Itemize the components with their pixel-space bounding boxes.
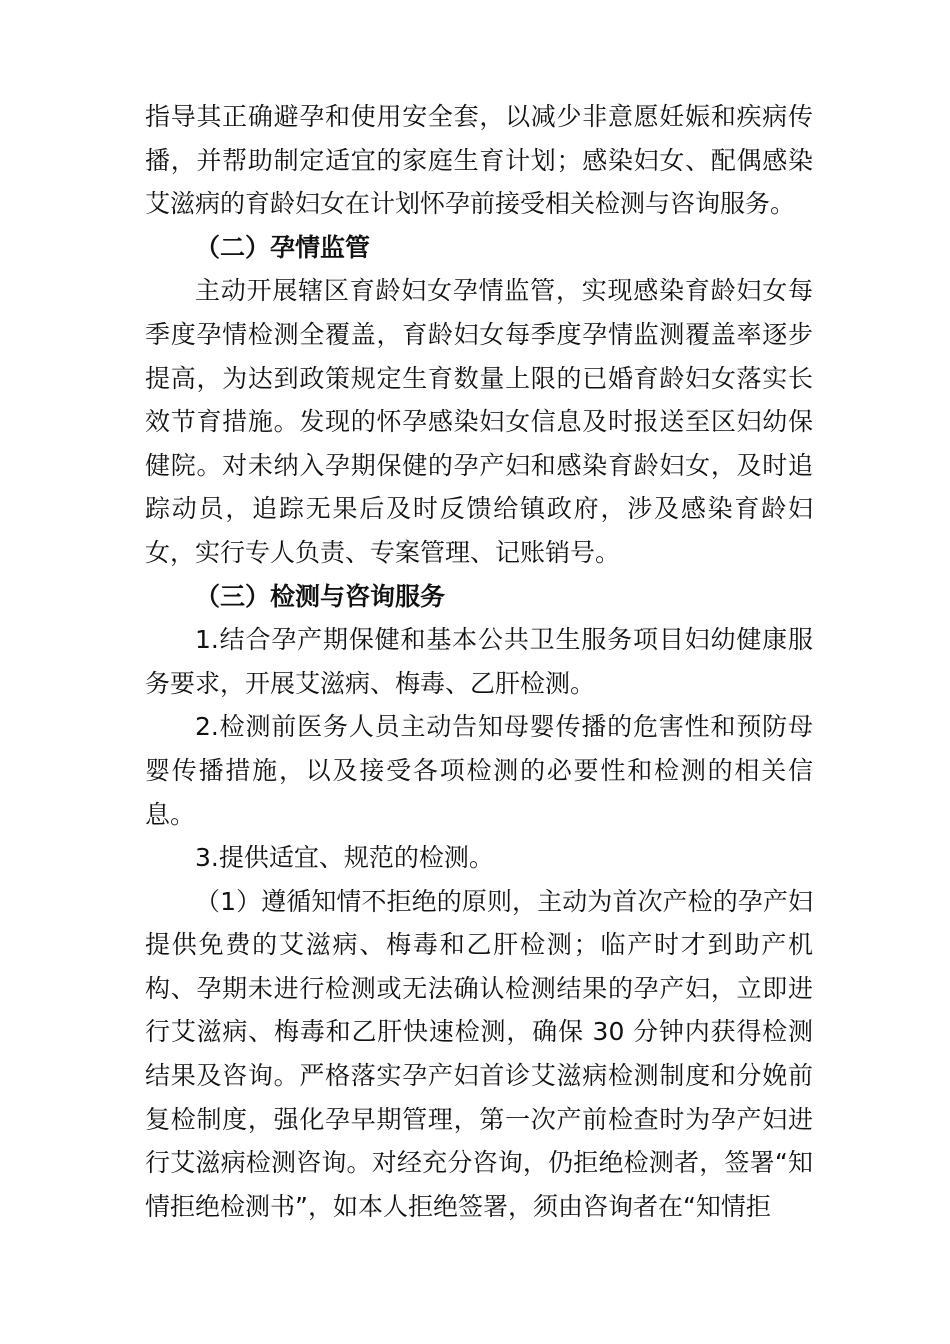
section-heading-pregnancy-supervision: （二）孕情监管 bbox=[195, 232, 371, 262]
paragraph-item-2: 2.检测前医务人员主动告知母婴传播的危害性和预防母婴传播措施，以及接受各项检测的必要性和检测的相关信息。 bbox=[145, 712, 813, 829]
paragraph-contraception-guidance: 指导其正确避孕和使用安全套，以减少非意愿妊娠和疾病传播，并帮助制定适宜的家庭生育计划；感染妇女、配偶感染艾滋病的育龄妇女在计划怀孕前接受相关检测与咨询服务。 bbox=[145, 102, 813, 219]
paragraph-pregnancy-supervision: 主动开展辖区育龄妇女孕情监管，实现感染育龄妇女每季度孕情检测全覆盖，育龄妇女每季度孕情监测覆盖率逐步提高，为达到政策规定生育数量上限的已婚育龄妇女落实长效节育措施。发现的怀孕感染妇女信息及时报送至区妇幼保健院。对未纳入孕期保健的孕产妇和感染育龄妇女，及时追踪动员，追踪无果后及时反馈给镇政府，涉及感染育龄妇女，实行专人负责、专案管理、记账销号。 bbox=[145, 276, 813, 567]
section-heading-testing-counseling: （三）检测与咨询服务 bbox=[195, 581, 446, 611]
document-body bbox=[145, 95, 813, 1228]
paragraph-subitem-1: （1）遵循知情不拒绝的原则，主动为首次产检的孕产妇提供免费的艾滋病、梅毒和乙肝检测；临产时才到助产机构、孕期未进行检测或无法确认检测结果的孕产妇，立即进行艾滋病、梅毒和乙肝快速检测，确保 30 分钟内获得检测结果及咨询。严格落实孕产妇首诊艾滋病检测制度和分娩前复检制度，强化孕早期管理，第一次产前检查时为孕产妇进行艾滋病检测咨询。对经充分咨询，仍拒绝检测者，签署“知情拒绝检测书”，如本人拒绝签署，须由咨询者在“知情拒 bbox=[145, 886, 813, 1221]
paragraph-item-1: 1.结合孕产期保健和基本公共卫生服务项目妇幼健康服务要求，开展艾滋病、梅毒、乙肝检测。 bbox=[145, 625, 813, 698]
paragraph-item-3: 3.提供适宜、规范的检测。 bbox=[195, 843, 494, 873]
